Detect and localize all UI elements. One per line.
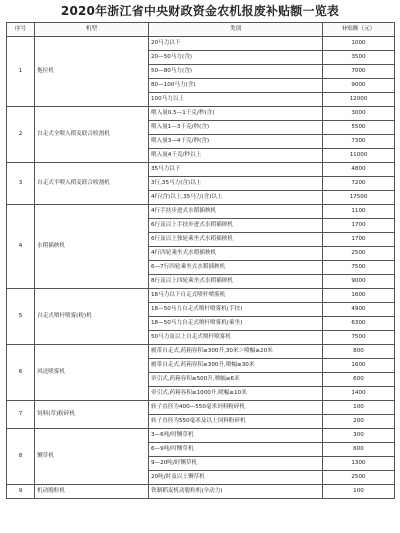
model-cell: 自走式半喂入稻麦联合收割机 [35,163,149,205]
category-cell: 8行及以上四轮乘坐式水稻插秧机 [149,275,323,289]
subsidy-cell: 200 [323,415,395,429]
category-cell: 20马力以下 [149,37,323,51]
seq-cell: 4 [7,205,35,289]
subsidy-cell: 1700 [323,233,395,247]
category-cell: 100马力以上 [149,93,323,107]
category-cell: 履带自走式,药箱容积≥300升,喷幅≥30米 [149,359,323,373]
table-row [7,289,395,303]
model-cell: 机动脱粒机 [35,485,149,499]
page-title: 2020年浙江省中央财政资金农机报废补贴额一览表 [60,4,340,18]
subsidy-cell: 1600 [323,289,395,303]
subsidy-cell: 1100 [323,205,395,219]
category-cell: 履带自走式,药箱容积≥300升,30米＞喷幅≥20米 [149,345,323,359]
model-cell: 自走式全喂入稻麦联合收割机 [35,107,149,163]
category-cell: 喂入量1—3千克/秒(含) [149,121,323,135]
subsidy-cell: 300 [323,429,395,443]
table-row [7,37,395,51]
category-cell: 18马力以下自走式喷杆喷雾机 [149,289,323,303]
seq-cell: 6 [7,345,35,401]
category-cell: 50—80马力(含) [149,65,323,79]
category-cell: 3—6吨/时铡草机 [149,429,323,443]
subsidy-cell: 1300 [323,457,395,471]
header-category: 类别 [149,23,323,37]
subsidy-cell: 2500 [323,471,395,485]
header-seq: 序号 [7,23,35,37]
seq-cell: 8 [7,429,35,485]
seq-cell: 7 [7,401,35,429]
model-cell: 铡草机 [35,429,149,485]
category-cell: 转子直径为550毫米及以上饲料粉碎机 [149,415,323,429]
table-body [7,37,395,499]
category-cell: 6行及以上独轮乘坐式水稻插秧机 [149,233,323,247]
category-cell: 喂入量0.5—1千克/秒(含) [149,107,323,121]
table-row [7,205,395,219]
subsidy-cell: 4900 [323,303,395,317]
table-row [7,485,395,499]
seq-cell: 1 [7,37,35,107]
category-cell: 喂入量4千克/秒以上 [149,149,323,163]
subsidy-cell: 2500 [323,247,395,261]
category-cell: 20—50马力(含) [149,51,323,65]
category-cell: 35马力以下 [149,163,323,177]
subsidy-cell: 7500 [323,331,395,345]
category-cell: 牵引式,药箱容积≥500升,喷幅≥6米 [149,373,323,387]
subsidy-cell: 1000 [323,37,395,51]
subsidy-cell: 3500 [323,51,395,65]
subsidy-cell: 1700 [323,219,395,233]
category-cell: 6—7行四轮乘坐式水稻插秧机 [149,261,323,275]
model-cell: 水稻插秧机 [35,205,149,289]
subsidy-cell: 3000 [323,107,395,121]
subsidy-cell: 1600 [323,359,395,373]
header-subsidy: 补贴额（元） [323,23,395,37]
header-model: 机型 [35,23,149,37]
category-cell: 20吨/时及以上铡草机 [149,471,323,485]
subsidy-cell: 600 [323,373,395,387]
category-cell: 18—50马力自走式喷杆喷雾机(乘坐) [149,317,323,331]
table-row [7,345,395,359]
seq-cell: 5 [7,289,35,345]
model-cell: 风送喷雾机 [35,345,149,401]
table-row [7,429,395,443]
subsidy-cell: 6300 [323,317,395,331]
subsidy-cell: 9000 [323,275,395,289]
subsidy-cell: 100 [323,401,395,415]
category-cell: 铁制稻麦机动脱粒机(全动力) [149,485,323,499]
subsidy-cell: 12000 [323,93,395,107]
subsidy-cell: 9000 [323,79,395,93]
subsidy-cell: 5500 [323,121,395,135]
category-cell: 转子直径为400—550毫米饲料粉碎机 [149,401,323,415]
table-row [7,107,395,121]
seq-cell: 9 [7,485,35,499]
category-cell: 3行,35马力(含)以上 [149,177,323,191]
category-cell: 4行(含)以上,35马力(含)以上 [149,191,323,205]
category-cell: 4行四轮乘坐式水稻插秧机 [149,247,323,261]
subsidy-cell: 800 [323,345,395,359]
subsidy-cell: 7200 [323,177,395,191]
subsidy-cell: 11000 [323,149,395,163]
subsidy-table [6,22,395,499]
table-header-row [7,23,395,37]
category-cell: 6行及以上手扶步进式水稻插秧机 [149,219,323,233]
subsidy-cell: 4800 [323,163,395,177]
category-cell: 喂入量3—4千克/秒(含) [149,135,323,149]
category-cell: 50马力及以上自走式喷杆喷雾机 [149,331,323,345]
subsidy-cell: 1400 [323,387,395,401]
model-cell: 拖拉机 [35,37,149,107]
table-row [7,163,395,177]
category-cell: 4行手扶步进式水稻插秧机 [149,205,323,219]
table-row [7,401,395,415]
category-cell: 牵引式,药箱容积≥1000升,喷幅≥10米 [149,387,323,401]
category-cell: 6—9吨/时铡草机 [149,443,323,457]
category-cell: 18—50马力自走式喷杆喷雾机(手扶) [149,303,323,317]
subsidy-cell: 7500 [323,261,395,275]
model-cell: 自走式喷杆喷雾(粉)机 [35,289,149,345]
subsidy-cell: 100 [323,485,395,499]
model-cell: 饲料(草)粉碎机 [35,401,149,429]
subsidy-cell: 600 [323,443,395,457]
category-cell: 80—100马力(含) [149,79,323,93]
category-cell: 9—20吨/时铡草机 [149,457,323,471]
seq-cell: 2 [7,107,35,163]
subsidy-cell: 7300 [323,135,395,149]
seq-cell: 3 [7,163,35,205]
subsidy-cell: 7000 [323,65,395,79]
subsidy-cell: 17500 [323,191,395,205]
